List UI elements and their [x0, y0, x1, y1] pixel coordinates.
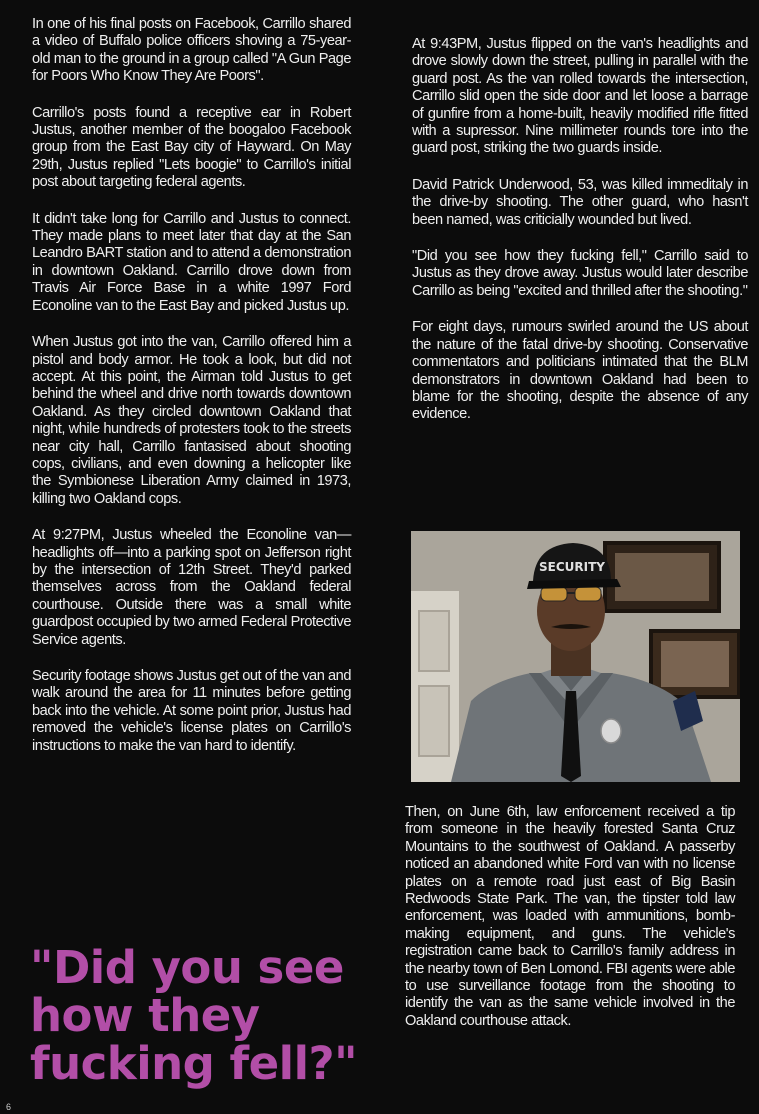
- paragraph: Carrillo's posts found a receptive ear in Robert Justus, another member of the boogaloo Facebook group from the East Bay city of Hayward. On May 29th, Justus replied "Lets boogie" to Carrillo's initial post about targeting federal agents.: [32, 104, 351, 191]
- paragraph: In one of his final posts on Facebook, Carrillo shared a video of Buffalo police officers shoving a 75-year-old man to the ground in a group called "A Gun Page for Poors Who Know They Are Poors".: [32, 16, 351, 85]
- paragraph: Security footage shows Justus get out of the van and walk around the area for 11 minutes before getting back into the vehicle. At some point prior, Justus had removed the vehicle's license plates on Carrillo's instructions to make the van hard to identify.: [32, 668, 351, 754]
- paragraph: Then, on June 6th, law enforcement received a tip from someone in the heavily forested Santa Cruz Mountains to the southwest of Oakland. A passerby noticed an abandoned white Ford van with no license plates on a remote road just east of Big Basin Redwoods State Park. The van, the tipster told law enforcement, was loaded with ammunitions, bomb-making equipment, and guns. The vehicle's registration came back to Carrillo's family address in the nearby town of Ben Lomond. FBI agents were able to use surveillance footage from the shooting to identify the van as the same vehicle involved in the Oakland courthouse attack.: [405, 804, 735, 1029]
- paragraph: At 9:43PM, Justus flipped on the van's headlights and drove slowly down the street, pulling in parallel with the guard post. As the van rolled towards the intersection, Carrillo slid open the side door and let loose a barrage of gunfire from a home-built, heavily modified rifle fitted with a supressor. Nine millimeter rounds tore into the guard post, striking the two guards inside.: [412, 36, 748, 157]
- cap-text: SECURITY: [539, 560, 605, 574]
- right-column: [412, 36, 748, 443]
- pull-quote: "Did you see how they fucking fell?": [30, 941, 358, 1090]
- photo-illustration: [411, 531, 740, 782]
- security-guard-photo: [411, 531, 740, 782]
- paragraph: When Justus got into the van, Carrillo offered him a pistol and body armor. He took a look, but did not accept. At this point, the Airman told Justus to get behind the wheel and drive north towards downtown Oakland. As they circled downtown Oakland that night, while hundreds of protesters took to the streets near city hall, Carrillo fantasised about shooting cops, civilians, and even downing a helicopter like the Symbionese Liberation Army claimed in 1973, killing two Oakland cops.: [32, 334, 351, 507]
- left-column: [32, 16, 351, 774]
- paragraph: At 9:27PM, Justus wheeled the Econoline van—headlights off—into a parking spot on Jefferson right by the intersection of 12th Street. They'd parked themselves across from the Oakland federal courthouse. Outside there was a small white guardpost occupied by two armed Federal Protective Service agents.: [32, 527, 352, 648]
- paragraph: It didn't take long for Carrillo and Justus to connect. They made plans to meet later that day at the San Leandro BART station and to attend a demonstration in downtown Oakland. Carrillo drove down from Travis Air Force Base in a white 1997 Ford Econoline van to the East Bay and picked Justus up.: [32, 210, 351, 314]
- paragraph: "Did you see how they fucking fell," Carrillo said to Justus as they drove away. Justus would later describe Carrillo as being "excited and thrilled after the shooting.": [412, 248, 748, 299]
- paragraph: David Patrick Underwood, 53, was killed immeditaly in the drive-by shooting. The other guard, who hasn't been named, was criticially wounded but lived.: [412, 176, 748, 228]
- page-number: 6: [6, 1102, 12, 1112]
- right-column-lower: [405, 804, 735, 1049]
- paragraph: For eight days, rumours swirled around the US about the nature of the fatal drive-by shooting. Conservative commentators and politicians intimated that the BLM demonstrators in downtown Oakland had been to blame for the shooting, despite the absence of any evidence.: [412, 319, 748, 423]
